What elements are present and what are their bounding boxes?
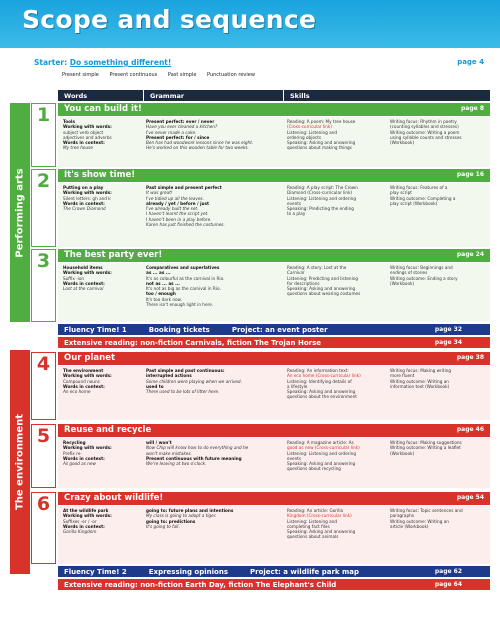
unit-grammar: Present perfect: ever / never Have you ever cleaned a kitchen? I've never made a cake. Present perfect: for / since Ben has had woodwork lessons since he was eight. He's worked on this wooden table for two weeks. <box>146 119 254 151</box>
unit-page: page 38 <box>456 354 484 361</box>
unit-skills: Reading: A story: Lost at the Carnival Listening: Predicting and listening for descriptions Speaking: Asking and answering questions about wearing costumes <box>287 265 361 297</box>
unit-writing: Writing focus: Rhythm in poetry (counting syllables and stresses) Writing outcome: Writing a poem using syllable counts and stresses (Workbook) <box>390 119 462 146</box>
unit-words: Household items Working with words: Suffix -ion Words in context: Lost at the carnival <box>63 265 112 292</box>
unit-skills: Reading: An article: Gorilla Kingdom (Cross-curricular link) Listening: Listening and completing fact files Speaking: Asking and answering questions about animals <box>287 508 356 540</box>
unit-number: 4 <box>31 352 56 420</box>
fluency-time-bar: Fluency Time! 1 Booking tickets Project: an event poster page 32 <box>58 324 490 335</box>
theme-sidebar-performing-arts: Performing arts <box>10 103 30 322</box>
unit-title-bar: Our planet page 38 <box>58 352 490 365</box>
unit-skills: Reading: A play script: The Crown Diamond (Cross-curricular link) Listening: Listening and ordering events Speaking: Predicting the ending to a play <box>287 185 358 217</box>
starter-name: Do something different! <box>69 58 172 67</box>
unit-writing: Writing focus: Beginnings and endings of stories Writing outcome: Ending a story (Workbook) <box>390 265 458 286</box>
unit-grammar: Past simple and past continuous: interrupted actions Some children were playing when we arrived. used to There used to be lots of litter here. <box>146 368 242 395</box>
unit-page: page 8 <box>461 105 484 112</box>
unit-number: 3 <box>31 249 56 322</box>
unit-skills: Reading: An information text: An eco home (Cross-curricular link) Listening: Identifying details of a lifestyle Speaking: Asking and answering questions about the environment <box>287 368 361 400</box>
unit-grammar: will / won't Now Chip will know how to do everything and he won't make mistakes. Present continuous with future meaning We're leaving at two o'clock. <box>146 440 249 467</box>
starter-heading: Starter: Do something different! <box>34 58 172 67</box>
unit-skills: Reading: A poem: My tree house (Cross-curricular link) Listening: Listening and ordering objects Speaking: Asking and answering questions about making things <box>287 119 356 151</box>
fluency-time-bar: Fluency Time! 2 Expressing opinions Project: a wildlife park map page 62 <box>58 566 490 577</box>
unit-title-bar: You can build it! page 8 <box>58 103 490 116</box>
unit-writing: Writing focus: Making suggestions Writing outcome: Writing a leaflet (Workbook) <box>390 440 462 456</box>
unit-writing: Writing focus: Topic sentences and paragraphs Writing outcome: Writing an article (Workbook) <box>390 508 463 529</box>
unit-writing: Writing focus: Features of a play script Writing outcome: Completing a play script (Workbook) <box>390 185 456 206</box>
theme-sidebar-environment: The environment <box>10 350 30 574</box>
unit-title-bar: Reuse and recycle page 46 <box>58 424 490 437</box>
unit-page: page 54 <box>456 494 484 501</box>
unit-writing: Writing focus: Making writing more fluent Writing outcome: Writing an information text (Workbook) <box>390 368 452 389</box>
unit-title-bar: It's show time! page 16 <box>58 169 490 182</box>
extensive-reading-bar: Extensive reading: non-fiction Carnivals, fiction The Trojan Horse page 34 <box>58 337 490 348</box>
page-title: Scope and sequence <box>22 5 317 34</box>
unit-grammar: going to: future plans and intentions My class is going to adopt a tiger. going to: predictions It's going to fall. <box>146 508 234 529</box>
column-header-skills: Skills <box>284 90 490 101</box>
extensive-reading-bar: Extensive reading: non-fiction Earth Day, fiction The Elephant's Child page 64 <box>58 579 490 590</box>
unit-words: At the wildlife park Working with words: Suffixes -er / -or Words in context: Gorilla Kingdom <box>63 508 112 535</box>
column-header-words: Words <box>58 90 143 101</box>
unit-number: 5 <box>31 424 56 488</box>
unit-words: Recycling Working with words: Prefix re- Words in context: As good as new <box>63 440 112 467</box>
unit-title-bar: The best party ever! page 24 <box>58 249 490 262</box>
unit-grammar: Comparatives and superlatives as ... as ... It's as colourful as the carnival in Rio. not as ... as ... It's not as big as the carnival in Rio. too / enough It's too dark now. There isn't enough light in here. <box>146 265 225 308</box>
unit-skills: Reading: A magazine article: As good as new (Cross-curricular link) Listening: Listening and ordering events Speaking: Asking and answering questions about recycling <box>287 440 360 472</box>
unit-words: Putting on a play Working with words: Silent letters: gh and k Words in context: The Crown Diamond <box>63 185 112 212</box>
unit-page: page 46 <box>456 426 484 433</box>
unit-page: page 24 <box>456 251 484 258</box>
unit-words: The environment Working with words: Compound nouns Words in context: An eco home <box>63 368 112 395</box>
unit-number: 2 <box>31 169 56 247</box>
unit-words: Tools Working with words: subject verb object adjectives and adverbs Words in context: My tree house <box>63 119 112 151</box>
column-header-grammar: Grammar <box>144 90 283 101</box>
unit-page: page 16 <box>456 171 484 178</box>
unit-number: 1 <box>31 103 56 167</box>
unit-title-bar: Crazy about wildlife! page 54 <box>58 492 490 505</box>
starter-grammar: Present simple Present continuous Past simple Punctuation review <box>62 72 255 78</box>
starter-page: page 4 <box>457 58 484 66</box>
unit-grammar: Past simple and present perfect It was great! I've tidied up all the leaves. already / yet / before / just I've already built the set. I haven't learnt the script yet. I haven't been in a play before. Karen has just finished the costumes. <box>146 185 225 228</box>
unit-number: 6 <box>31 492 56 564</box>
